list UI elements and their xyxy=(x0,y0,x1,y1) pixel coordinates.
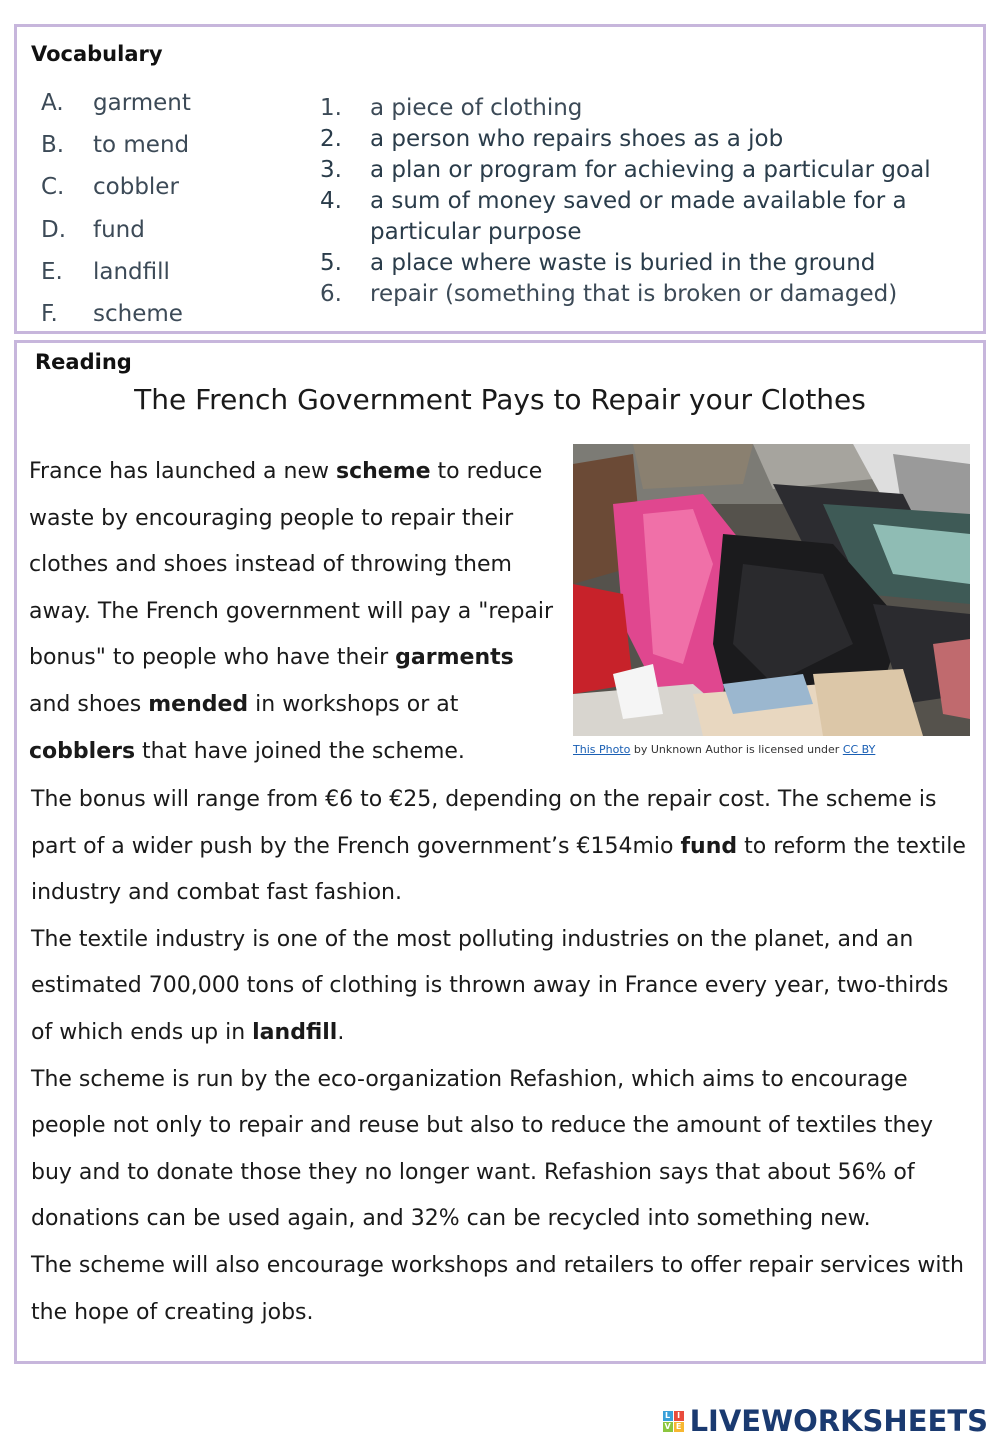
term-word: cobbler xyxy=(93,174,179,201)
definition-text: a place where waste is buried in the ground xyxy=(370,250,876,276)
term-word: garment xyxy=(93,90,191,117)
logo-letter: I xyxy=(674,1411,684,1421)
definition-item xyxy=(320,279,960,310)
definition-number: 3. xyxy=(320,157,342,183)
definition-number: 5. xyxy=(320,250,342,276)
paragraph-text: that have joined the scheme. xyxy=(135,738,465,764)
logo-letter: L xyxy=(663,1411,673,1421)
paragraph-text: and shoes xyxy=(29,691,149,717)
paragraph-text: . xyxy=(337,1019,345,1045)
paragraph-text: The textile industry is one of the most polluting industries on the planet, and an estimated 700,000 tons of clothing is thrown away in France every year, two-thirds of which ends up in xyxy=(31,926,949,1045)
term-word: scheme xyxy=(93,301,183,328)
definition-number: 6. xyxy=(320,281,342,307)
definition-item xyxy=(320,93,960,124)
keyword-landfill: landfill xyxy=(252,1019,338,1045)
photo-link[interactable]: This Photo xyxy=(573,743,631,756)
paragraph xyxy=(31,917,973,1057)
term-item xyxy=(41,166,191,208)
logo-text: LIVEWORKSHEETS xyxy=(689,1404,988,1438)
term-word: fund xyxy=(93,216,145,243)
vocabulary-section xyxy=(14,24,986,334)
caption-text: by Unknown Author is licensed under xyxy=(630,743,843,756)
keyword-fund: fund xyxy=(680,833,738,859)
paragraph-text: in workshops or at xyxy=(248,691,459,717)
logo-icon xyxy=(663,1411,684,1432)
definition-item xyxy=(320,186,960,248)
definition-text: repair (something that is broken or damaged) xyxy=(370,281,898,307)
term-letter: E. xyxy=(41,258,63,285)
term-item xyxy=(41,82,191,124)
definition-number: 2. xyxy=(320,126,342,152)
term-item xyxy=(41,251,191,293)
definition-text: a piece of clothing xyxy=(370,95,583,121)
term-letter: D. xyxy=(41,216,67,243)
paragraph-intro xyxy=(29,449,559,775)
keyword-mended: mended xyxy=(148,691,249,717)
paragraph-text: France has launched a new xyxy=(29,459,336,484)
reading-heading: Reading xyxy=(35,350,132,374)
definition-number: 1. xyxy=(320,95,342,121)
article-body xyxy=(31,777,973,1336)
paragraph xyxy=(31,777,973,917)
term-letter: F. xyxy=(41,301,58,328)
definition-item xyxy=(320,155,960,186)
paragraph: The scheme is run by the eco-organization Refashion, which aims to encourage people not only to repair and reuse but also to reduce the amount of textiles they buy and to donate those they no longer want. Refashion says that about 56% of donations can be used again, and 32% can be recycled into something new. xyxy=(31,1066,933,1232)
paragraph-text: to reform the textile industry and combat fast fashion. xyxy=(31,833,966,906)
clothes-pile-photo xyxy=(573,444,970,736)
logo-letter: E xyxy=(674,1422,684,1432)
term-item xyxy=(41,293,191,335)
definition-text: a plan or program for achieving a particular goal xyxy=(370,157,931,183)
term-letter: A. xyxy=(41,90,64,117)
liveworksheets-logo[interactable] xyxy=(663,1404,988,1438)
term-letter: C. xyxy=(41,174,65,201)
photo-caption xyxy=(573,743,875,756)
logo-letter: V xyxy=(664,1421,671,1431)
term-letter: B. xyxy=(41,132,65,159)
keyword-garments: garments xyxy=(395,645,514,671)
definition-text: a sum of money saved or made available for a particular purpose xyxy=(370,188,907,245)
definition-item xyxy=(320,248,960,279)
definition-number: 4. xyxy=(320,188,342,214)
definition-text: a person who repairs shoes as a job xyxy=(370,126,784,152)
license-link[interactable]: CC BY xyxy=(842,743,876,756)
term-item xyxy=(41,124,191,166)
keyword-scheme: scheme xyxy=(335,459,431,484)
term-word: landfill xyxy=(93,258,170,285)
definition-list xyxy=(320,93,960,310)
paragraph-text: to reduce waste by encouraging people to repair their clothes and shoes instead of throwing them away. The French government will pay a "repair bonus" to people who have their xyxy=(29,459,554,671)
term-word: to mend xyxy=(93,132,190,159)
keyword-cobblers: cobblers xyxy=(29,738,136,764)
paragraph: The scheme will also encourage workshops and retailers to offer repair services with the hope of creating jobs. xyxy=(31,1252,965,1325)
article-title: The French Government Pays to Repair your Clothes xyxy=(134,383,866,416)
definition-item xyxy=(320,124,960,155)
vocabulary-heading: Vocabulary xyxy=(31,42,163,66)
term-item xyxy=(41,209,191,251)
term-list xyxy=(41,82,191,335)
paragraph-text: The bonus will range from €6 to €25, depending on the repair cost. The scheme is part of a wider push by the French government’s €154mio xyxy=(31,787,937,859)
reading-section xyxy=(14,340,986,1364)
